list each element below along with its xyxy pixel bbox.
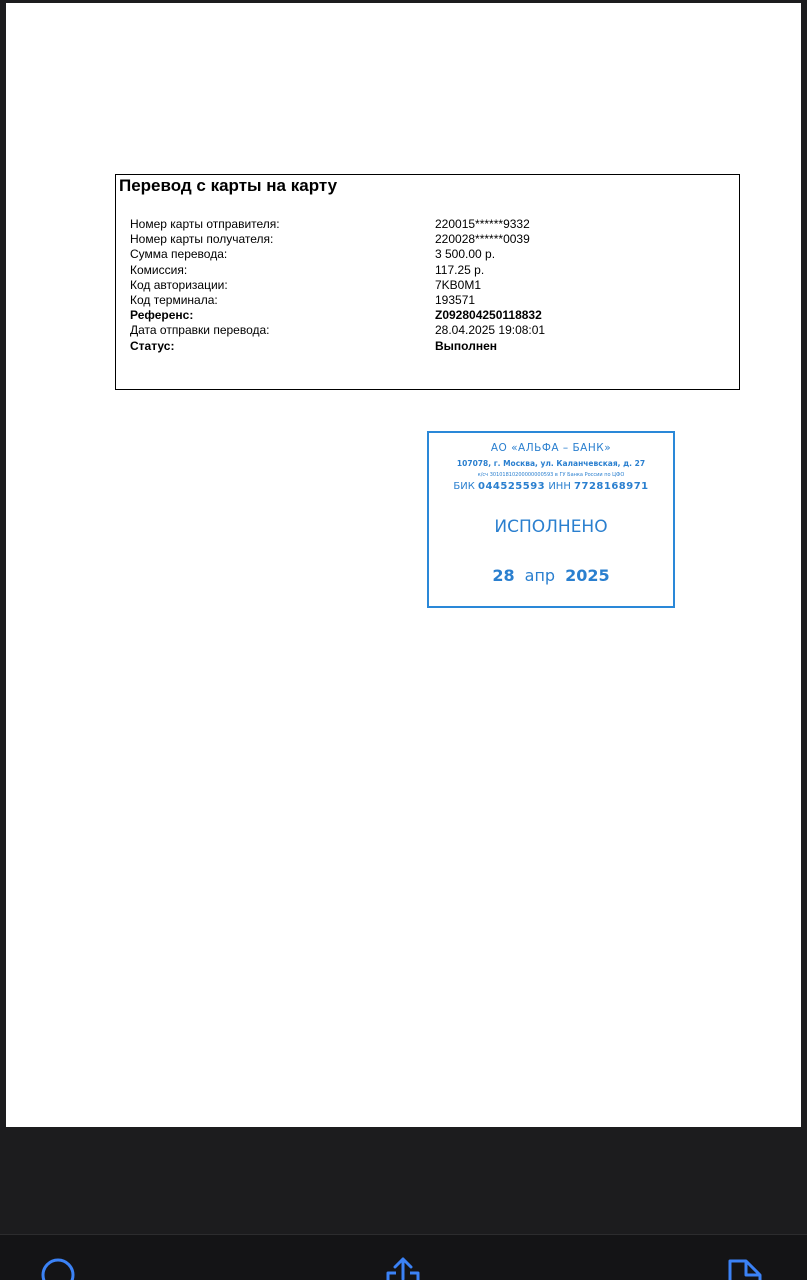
receipt-row-value: 220015******9332 xyxy=(435,217,530,231)
stamp-status: ИСПОЛНЕНО xyxy=(494,517,608,537)
stamp-bik-label: БИК xyxy=(453,481,475,492)
receipt-row-label: Номер карты получателя: xyxy=(130,232,274,247)
document-icon[interactable] xyxy=(726,1257,766,1280)
receipt-title: Перевод с карты на карту xyxy=(119,176,338,195)
stamp-inn-value: 7728168971 xyxy=(574,481,649,492)
transfer-receipt xyxy=(115,174,740,390)
receipt-row-value: 117.25 р. xyxy=(435,262,485,277)
receipt-row-label: Сумма перевода: xyxy=(130,247,228,262)
receipt-row xyxy=(130,293,730,308)
receipt-row-value: 7KB0M1 xyxy=(435,277,482,292)
document-page[interactable] xyxy=(6,3,801,1127)
receipt-row xyxy=(130,278,730,293)
stamp-date-day: 28 xyxy=(492,566,515,585)
receipt-row xyxy=(130,232,730,247)
receipt-row-label: Комиссия: xyxy=(130,262,188,277)
receipt-row-label: Номер карты отправителя: xyxy=(130,217,280,231)
receipt-row-label: Дата отправки перевода: xyxy=(130,323,270,338)
receipt-row-label: Референс: xyxy=(130,308,194,323)
receipt-row-value: 220028******0039 xyxy=(435,232,530,247)
stamp-date-month: апр xyxy=(524,566,556,585)
receipt-row-value: 193571 xyxy=(435,292,476,307)
receipt-row-label: Код терминала: xyxy=(130,292,218,307)
receipt-row xyxy=(130,323,730,338)
stamp-inn-label: ИНН xyxy=(548,481,571,492)
bottom-toolbar xyxy=(0,1234,807,1280)
receipt-row-value: Z092804250118832 xyxy=(435,308,542,323)
receipt-row xyxy=(130,308,730,323)
stamp-date xyxy=(429,566,673,585)
receipt-row xyxy=(130,263,730,278)
bank-stamp xyxy=(427,431,675,608)
search-icon[interactable] xyxy=(40,1257,80,1280)
receipt-row-value: 28.04.2025 19:08:01 xyxy=(435,323,546,338)
stamp-bik-inn xyxy=(429,481,673,492)
receipt-row xyxy=(130,247,730,262)
stamp-account: к/сч 30101810200000000593 в ГУ Банка России по ЦФО xyxy=(477,472,625,478)
share-icon[interactable] xyxy=(384,1257,424,1280)
receipt-row xyxy=(130,339,730,354)
receipt-row xyxy=(130,217,730,232)
stamp-bik-value: 044525593 xyxy=(478,481,546,492)
stamp-address: 107078, г. Москва, ул. Каланчевская, д. 27 xyxy=(456,459,646,468)
stamp-date-year: 2025 xyxy=(565,566,610,585)
receipt-row-label: Код авторизации: xyxy=(130,277,228,292)
receipt-rows xyxy=(130,217,730,354)
receipt-row-value: Выполнен xyxy=(435,338,497,353)
stamp-bank-name: АО «АЛЬФА – БАНК» xyxy=(490,442,612,454)
receipt-row-label: Статус: xyxy=(130,338,175,353)
receipt-row-value: 3 500.00 р. xyxy=(435,247,496,262)
